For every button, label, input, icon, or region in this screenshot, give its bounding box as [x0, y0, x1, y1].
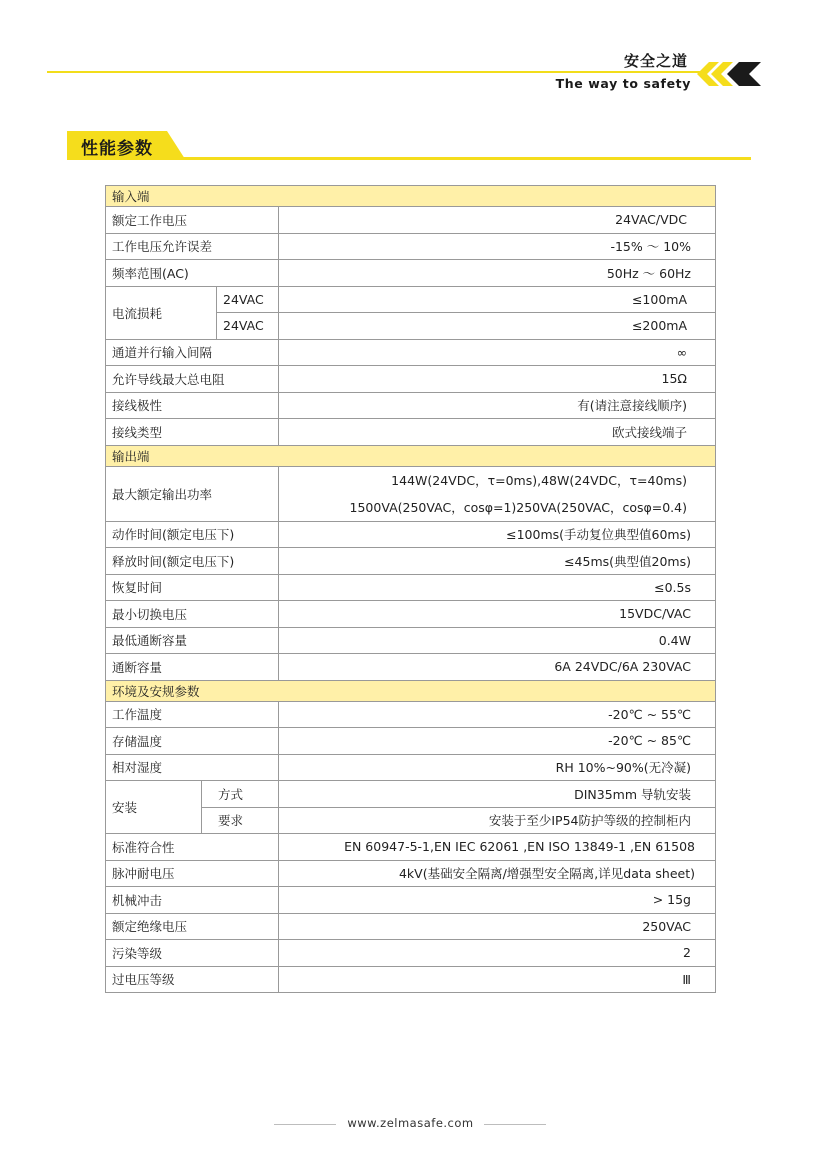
row-label: 工作电压允许误差 [106, 233, 279, 260]
table-row [106, 654, 716, 681]
row-value: 4kV(基础安全隔离/增强型安全隔离,详见data sheet) [279, 860, 716, 887]
row-label: 最大额定输出功率 [106, 466, 279, 521]
table-row [106, 701, 716, 728]
row-label: 电流损耗 [106, 286, 217, 339]
brand-name-cn: 安全之道 [623, 52, 688, 70]
row-value: 0.4W [279, 627, 716, 654]
table-row [106, 207, 716, 234]
group-label: 环境及安规参数 [106, 680, 716, 701]
row-value: -20℃ ~ 85℃ [279, 728, 716, 755]
spec-table [105, 185, 716, 993]
table-row [106, 913, 716, 940]
row-value: ≤45ms(典型值20ms) [279, 548, 716, 575]
row-value: 2 [279, 940, 716, 967]
row-label: 过电压等级 [106, 966, 279, 993]
table-row [106, 966, 716, 993]
row-value: EN 60947-5-1,EN IEC 62061 ,EN ISO 13849-1 ,EN 61508 [279, 834, 716, 861]
table-row [106, 627, 716, 654]
table-row [106, 728, 716, 755]
row-value: -20℃ ~ 55℃ [279, 701, 716, 728]
table-row [106, 286, 716, 313]
row-label: 允许导线最大总电阻 [106, 366, 279, 393]
row-label: 恢复时间 [106, 574, 279, 601]
group-label: 输出端 [106, 445, 716, 466]
row-label: 接线极性 [106, 392, 279, 419]
section-underline [67, 157, 751, 160]
row-label: 脉冲耐电压 [106, 860, 279, 887]
table-row [106, 860, 716, 887]
row-value: 24VAC/VDC [279, 207, 716, 234]
row-label: 接线类型 [106, 419, 279, 446]
table-row [106, 601, 716, 628]
row-label: 最小切换电压 [106, 601, 279, 628]
row-label: 存储温度 [106, 728, 279, 755]
row-value: > 15g [279, 887, 716, 914]
table-row [106, 392, 716, 419]
table-row [106, 781, 716, 808]
row-sublabel: 24VAC [217, 286, 279, 313]
row-value: ≤0.5s [279, 574, 716, 601]
row-label: 最低通断容量 [106, 627, 279, 654]
row-sublabel: 24VAC [217, 313, 279, 340]
row-label: 释放时间(额定电压下) [106, 548, 279, 575]
table-row [106, 521, 716, 548]
table-row [106, 754, 716, 781]
row-label: 频率范围(AC) [106, 260, 279, 287]
row-value: DIN35mm 导轨安装 [279, 781, 716, 808]
row-label: 污染等级 [106, 940, 279, 967]
table-row [106, 260, 716, 287]
table-row [106, 233, 716, 260]
row-value: -15% ～ 10% [279, 233, 716, 260]
row-value: 欧式接线端子 [279, 419, 716, 446]
row-value: 有(请注意接线顺序) [279, 392, 716, 419]
power-line-1: 144W(24VDC，τ=0ms),48W(24VDC，τ=40ms) [391, 472, 687, 488]
row-label: 机械冲击 [106, 887, 279, 914]
row-value: Ⅲ [279, 966, 716, 993]
header-rule [47, 71, 702, 73]
group-row-input [106, 186, 716, 207]
row-value: ≤100mA [279, 286, 716, 313]
section-title: 性能参数 [81, 139, 153, 159]
row-value: RH 10%~90%(无冷凝) [279, 754, 716, 781]
row-sublabel: 方式 [202, 781, 279, 808]
row-value: 15Ω [279, 366, 716, 393]
row-label: 工作温度 [106, 701, 279, 728]
power-line-2: 1500VA(250VAC，cosφ=1)250VA(250VAC，cosφ=0.4) [349, 499, 687, 515]
table-row [106, 887, 716, 914]
row-label: 额定绝缘电压 [106, 913, 279, 940]
row-value: 6A 24VDC/6A 230VAC [279, 654, 716, 681]
row-label: 动作时间(额定电压下) [106, 521, 279, 548]
row-value: ∞ [279, 339, 716, 366]
row-sublabel: 要求 [202, 807, 279, 834]
footer-url: www.zelmasafe.com [347, 1116, 474, 1130]
row-value [279, 466, 716, 521]
group-label: 输入端 [106, 186, 716, 207]
row-value: 安装于至少IP54防护等级的控制柜内 [279, 807, 716, 834]
row-value: ≤200mA [279, 313, 716, 340]
table-row [106, 366, 716, 393]
table-row [106, 466, 716, 521]
group-row-environment [106, 680, 716, 701]
row-label: 通断容量 [106, 654, 279, 681]
group-row-output [106, 445, 716, 466]
table-row [106, 419, 716, 446]
row-label: 通道并行输入间隔 [106, 339, 279, 366]
section-heading [67, 131, 751, 161]
table-row [106, 548, 716, 575]
brand-slogan: The way to safety [555, 76, 691, 91]
row-label: 标准符合性 [106, 834, 279, 861]
row-label: 安装 [106, 781, 202, 834]
table-row [106, 339, 716, 366]
table-row [106, 834, 716, 861]
row-value: 50Hz ～ 60Hz [279, 260, 716, 287]
row-label: 额定工作电压 [106, 207, 279, 234]
row-value: 250VAC [279, 913, 716, 940]
table-row [106, 940, 716, 967]
row-value: 15VDC/VAC [279, 601, 716, 628]
chevron-logo-icon [697, 62, 763, 86]
row-label: 相对湿度 [106, 754, 279, 781]
row-value: ≤100ms(手动复位典型值60ms) [279, 521, 716, 548]
table-row [106, 574, 716, 601]
